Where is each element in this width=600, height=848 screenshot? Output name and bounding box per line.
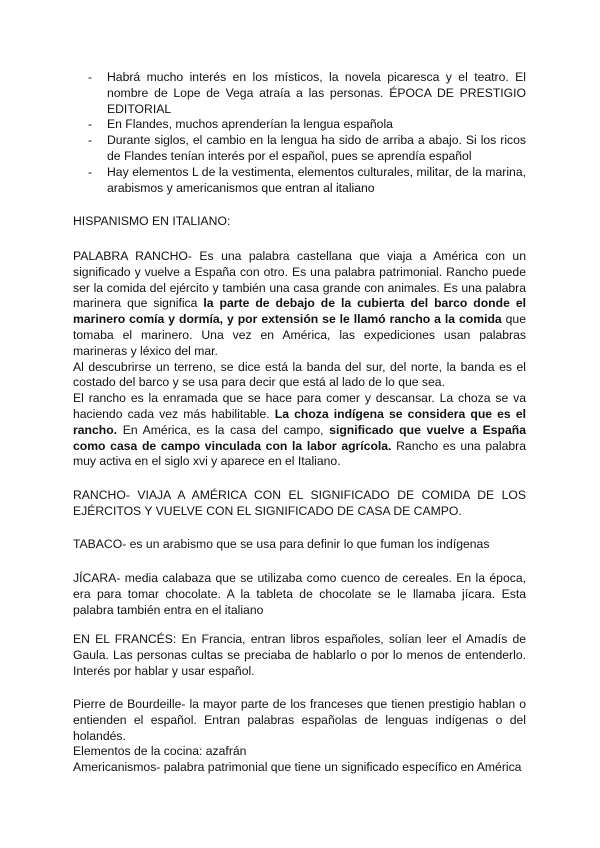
list-item: - Durante siglos, el cambio en la lengua ha sido de arriba a abajo. Si los ricos de Flandes tenían interés por el español, pues se aprendía español bbox=[73, 133, 526, 165]
tabaco-block bbox=[73, 537, 526, 553]
jicara-block bbox=[73, 571, 526, 618]
list-item: - En Flandes, muchos aprenderían la lengua española bbox=[73, 117, 526, 133]
rancho-section bbox=[73, 249, 526, 470]
rancho-text: que tomaba el marinero. Una vez en América, las expediciones usan palabras marineras y léxico del mar. bbox=[73, 312, 526, 358]
rancho-paragraph-1 bbox=[73, 249, 526, 360]
rancho-text: El rancho es la enramada que se hace para comer y descansar. La choza se va haciendo cada vez más habilitable. bbox=[73, 391, 526, 421]
rancho-summary-block bbox=[73, 488, 526, 520]
hispanismo-heading: HISPANISMO EN ITALIANO: bbox=[73, 214, 231, 228]
jicara-paragraph: JÍCARA- media calabaza que se utilizaba como cuenco de cereales. En la época, era para tomar chocolate. A la tableta de chocolate se le llamaba jícara. Esta palabra también entra en el italiano bbox=[73, 571, 526, 617]
list-item: - Hay elementos L de la vestimenta, elementos culturales, militar, de la marina, arabismos y americanismos que entran al italiano bbox=[73, 165, 526, 197]
list-item: - Habrá mucho interés en los místicos, la novela picaresca y el teatro. El nombre de Lope de Vega atraía a las personas. ÉPOCA DE PRESTIGIO EDITORIAL bbox=[73, 70, 526, 117]
rancho-text: Rancho es una palabra muy activa en el siglo xvi y aparece en el Italiano. bbox=[73, 438, 526, 469]
rancho-bold-text: significado que vuelve a España como casa de campo vinculada con la labor agrícola. bbox=[73, 422, 526, 453]
rancho-paragraph-3 bbox=[73, 391, 526, 470]
bullet-list bbox=[73, 70, 526, 196]
pierre-paragraph: Pierre de Bourdeille- la mayor parte de los franceses que tienen prestigio hablan o entienden el español. Entran palabras españolas de lenguas indígenas o del holandés. bbox=[73, 697, 526, 743]
pierre-block bbox=[73, 697, 526, 776]
rancho-summary: RANCHO- VIAJA A AMÉRICA CON EL SIGNIFICADO DE COMIDA DE LOS EJÉRCITOS Y VUELVE CON EL SIGNIFICADO DE CASA DE CAMPO. bbox=[73, 488, 526, 518]
rancho-bold-text: La choza indígena se considera que es el rancho. bbox=[73, 406, 526, 437]
cocina-line: Elementos de la cocina: azafrán bbox=[73, 744, 247, 759]
tabaco-paragraph: TABACO- es un arabismo que se usa para definir lo que fuman los indígenas bbox=[73, 537, 490, 551]
frances-block bbox=[73, 632, 526, 679]
bullet-list-block bbox=[73, 70, 526, 196]
rancho-paragraph-2: Al descubrirse un terreno, se dice está la banda del sur, del norte, la banda es el costado del barco y se usa para decir que está al lado de lo que sea. bbox=[73, 359, 526, 390]
americanismos-line: Americanismos- palabra patrimonial que tiene un significado específico en América bbox=[73, 760, 522, 775]
rancho-text: PALABRA RANCHO- Es una palabra castellana que viaja a América con un significado y vuelve a España con otro. Es una palabra patrimonial. Rancho puede ser la comida del ejército y también una casa grande con animales. Es una palabra marinera que significa bbox=[73, 249, 526, 311]
frances-paragraph: EN EL FRANCÉS: En Francia, entran libros españoles, solían leer el Amadís de Gaula. Las personas cultas se preciaba de hablarlo o por lo menos de entenderlo. Interés por hablar y usar español. bbox=[73, 632, 526, 678]
rancho-bold-text: la parte de debajo de la cubierta del barco donde el marinero comía y dormía, y por extensión se le llamó rancho a la comida bbox=[73, 296, 526, 327]
rancho-text: En América, es la casa del campo, bbox=[117, 422, 330, 437]
